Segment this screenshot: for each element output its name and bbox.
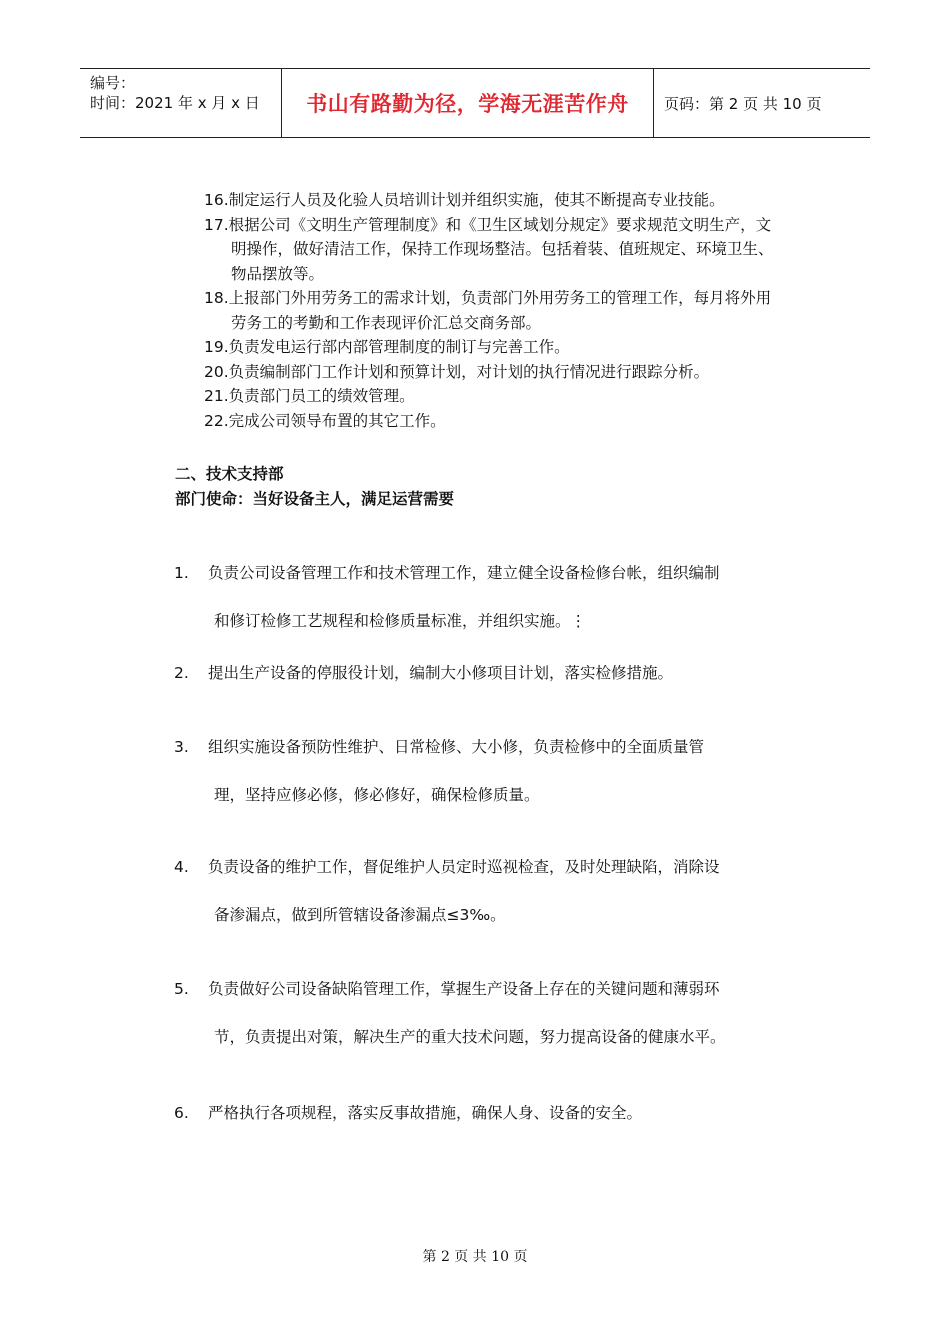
header-page-cell (654, 69, 870, 137)
header-page-info: 页码：第 2 页 共 10 页 (664, 94, 822, 113)
department-mission: 部门使命：当好设备主人，满足运营需要 (175, 490, 455, 508)
item-text-line2: 和修订检修工艺规程和检修质量标准，并组织实施。⋮ (214, 612, 587, 630)
item-text-line1: 提出生产设备的停服役计划，编制大小修项目计划，落实检修措施。 (208, 664, 674, 682)
item-number: 1. (174, 564, 189, 582)
list-item (174, 854, 784, 976)
header-motto: 书山有路勤为径，学海无涯苦作舟 (306, 92, 629, 116)
section-heading: 二、技术支持部 (175, 465, 284, 483)
item-number: 20. (204, 362, 229, 381)
item-text: 负责部门员工的绩效管理。 (228, 387, 415, 405)
date-line: 时间：2021 年 x 月 x 日 (90, 94, 260, 112)
item-text: 负责编制部门工作计划和预算计划，对计划的执行情况进行跟踪分析。 (228, 362, 710, 381)
item-text-line2: 节，负责提出对策，解决生产的重大技术问题，努力提高设备的健康水平。 (214, 1028, 726, 1046)
item-text: 根据公司《文明生产管理制度》和《卫生区域划分规定》要求规范文明生产，文明操作，做好清洁工作，保持工作现场整洁。包括着装、值班规定、环境卫生、物品摆放等。 (228, 215, 774, 283)
page-header-table (80, 68, 870, 138)
item-number: 3. (174, 738, 189, 756)
item-text: 负责发电运行部内部管理制度的制订与完善工作。 (228, 338, 570, 356)
list-item (174, 734, 784, 854)
item-number: 19. (204, 338, 229, 356)
header-meta-cell (80, 69, 282, 137)
list-item (204, 213, 784, 287)
list-item (174, 976, 784, 1100)
list-item (204, 286, 784, 335)
item-text: 完成公司领导布置的其它工作。 (228, 411, 446, 430)
item-text-line1: 负责做好公司设备缺陷管理工作，掌握生产设备上存在的关键问题和薄弱环 (208, 980, 720, 998)
item-text-line1: 负责设备的维护工作，督促维护人员定时巡视检查，及时处理缺陷，消除设 (208, 858, 720, 876)
item-text-line2: 理，坚持应修必修，修必修好，确保检修质量。 (214, 786, 540, 804)
item-number: 17. (204, 215, 229, 234)
duty-list-operations (204, 188, 784, 433)
list-item (174, 560, 784, 660)
serial-number-label: 编号： (90, 74, 136, 92)
item-number: 2. (174, 664, 189, 682)
list-item (204, 335, 784, 360)
item-number: 4. (174, 858, 189, 876)
item-text: 制定运行人员及化验人员培训计划并组织实施，使其不断提高专业技能。 (228, 191, 725, 209)
list-item (174, 660, 784, 734)
item-text-line1: 组织实施设备预防性维护、日常检修、大小修，负责检修中的全面质量管 (208, 738, 705, 756)
item-number: 18. (204, 289, 229, 307)
duty-list-technical-support (174, 560, 784, 1130)
list-item (204, 409, 784, 434)
item-text: 上报部门外用劳务工的需求计划，负责部门外用劳务工的管理工作，每月将外用劳务工的考勤和工作表现评价汇总交商务部。 (228, 289, 772, 332)
item-number: 21. (204, 387, 229, 405)
list-item (174, 1100, 784, 1130)
list-item (204, 188, 784, 213)
item-number: 6. (174, 1104, 189, 1122)
item-text-line2: 备渗漏点，做到所管辖设备渗漏点≤3‰。 (214, 906, 506, 924)
item-number: 16. (204, 191, 229, 209)
list-item (204, 384, 784, 409)
item-number: 5. (174, 980, 189, 998)
item-number: 22. (204, 411, 229, 430)
item-text-line1: 严格执行各项规程，落实反事故措施，确保人身、设备的安全。 (208, 1104, 643, 1122)
header-motto-cell (282, 69, 654, 137)
list-item (204, 360, 784, 385)
page-footer: 第 2 页 共 10 页 (422, 1249, 528, 1265)
item-text-line1: 负责公司设备管理工作和技术管理工作，建立健全设备检修台帐，组织编制 (208, 564, 720, 582)
